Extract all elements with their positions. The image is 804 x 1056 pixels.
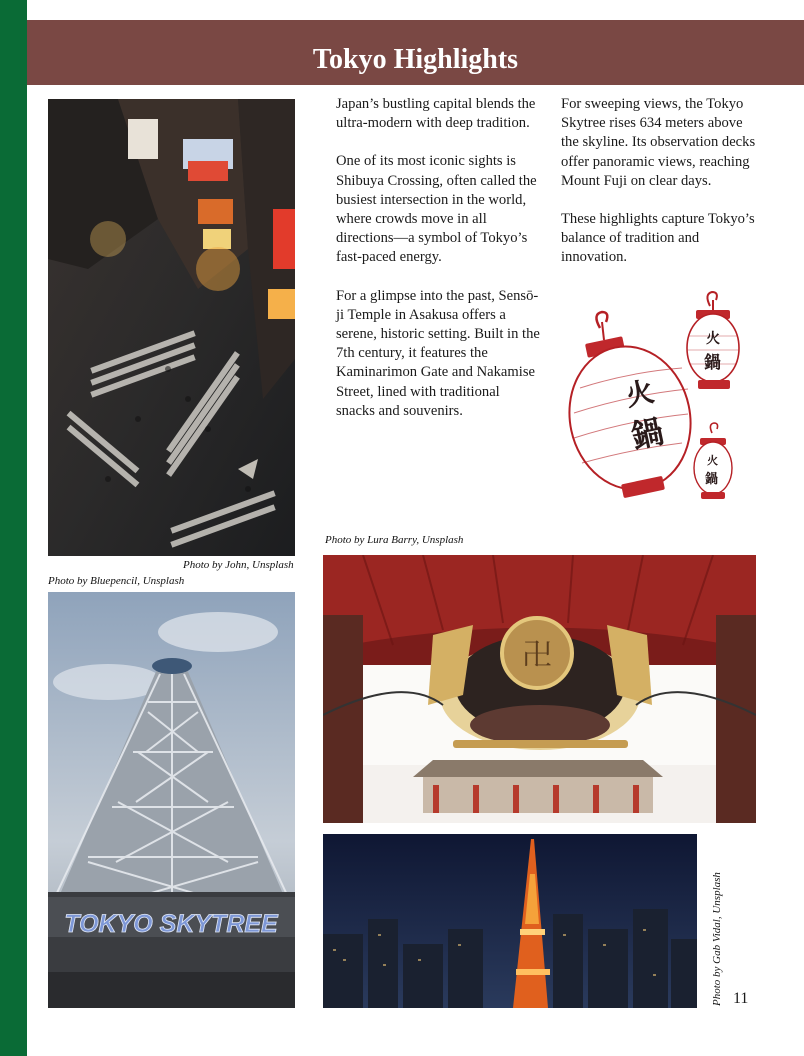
tokyo-skytree-photo [48,592,295,1008]
skytree-photo-credit: Photo by Bluepencil, Unsplash [48,575,185,587]
shibuya-photo-credit: Photo by John, Unsplash [183,559,294,571]
svg-text:卍: 卍 [522,638,552,673]
medium-lantern-icon [687,292,739,389]
page-title: Tokyo Highlights [312,44,519,75]
page-number: 11 [733,990,749,1007]
paper-lanterns-illustration [560,288,760,503]
small-lantern-icon [694,423,732,499]
skytree-paragraph: For sweeping views, the Tokyo Skytree rises 634 meters above the skyline. Its observation decks offer panoramic views, reaching Mount Fuji on clear days. [561,96,756,189]
intro-paragraph: Japan’s bustling capital blends the ultra-modern with deep tradition. [336,96,536,132]
closing-paragraph: These highlights capture Tokyo’s balance of tradition and innovation. [561,211,755,266]
svg-text:火: 火 [707,454,718,467]
tower-photo-credit: Photo by Gab Vidal, Unsplash [711,872,723,1006]
large-lantern-icon [560,312,704,501]
shibuya-paragraph: One of its most iconic sights is Shibuya Crossing, often called the busiest intersection in the world, where crowds move in all directions—a symbol of Tokyo’s fast-paced energy. [336,153,537,266]
title-banner [27,20,804,85]
svg-text:鍋: 鍋 [704,353,721,373]
lantern-glyph-top: 火 [622,374,657,413]
sensoji-photo-credit: Photo by Lura Barry, Unsplash [325,534,464,546]
text-column-2 [561,95,761,287]
text-column-1 [336,95,541,440]
skytree-sign-text: TOKYO SKYTREE [64,910,278,938]
tokyo-tower-night-photo [323,834,697,1008]
green-page-spine [0,0,27,1056]
svg-text:鍋: 鍋 [705,472,719,487]
lantern-glyph-bottom: 鍋 [627,411,667,456]
shibuya-crossing-photo [48,99,295,556]
sensoji-lantern-photo [323,555,756,823]
sensoji-paragraph: For a glimpse into the past, Sensō-ji Temple in Asakusa offers a serene, historic setting. Built in the 7th century, it features the Kaminarimon Gate and Nakamise Street, lined with traditional snacks and souvenirs. [336,287,540,419]
svg-text:火: 火 [706,331,720,347]
